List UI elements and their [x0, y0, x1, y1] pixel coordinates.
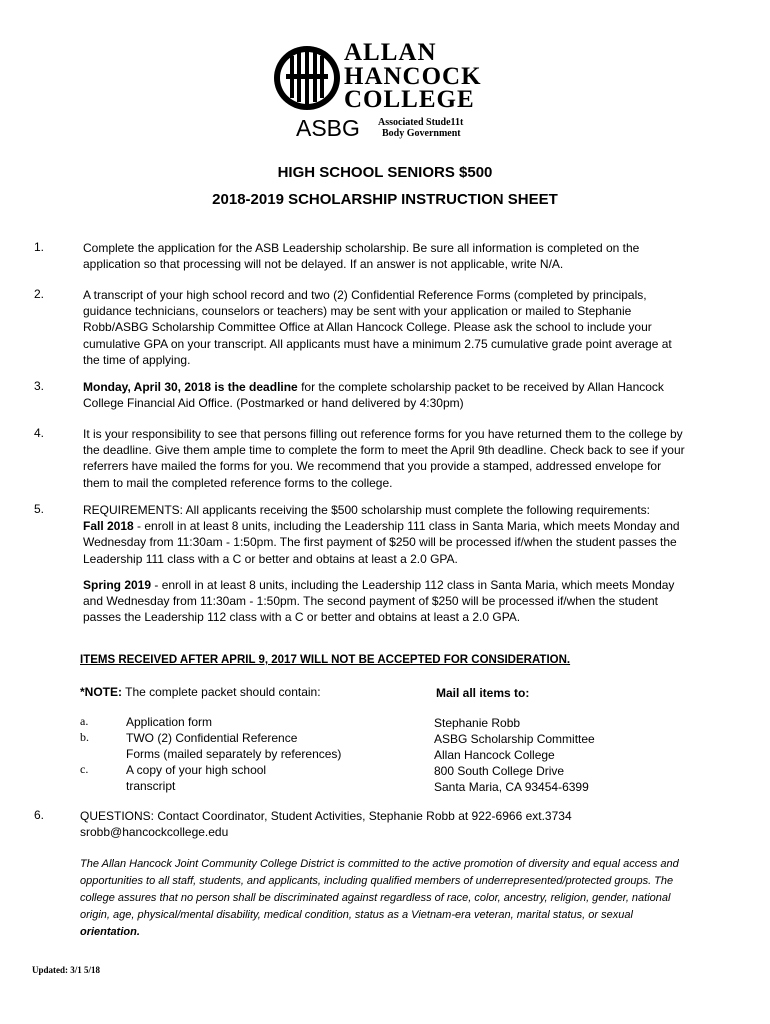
instruction-line — [83, 518, 715, 534]
deadline-text: Monday, April 30, 2018 is the deadline — [83, 380, 298, 394]
instruction-number: 1. — [34, 240, 45, 254]
list-item: A copy of your high school — [126, 763, 267, 777]
disclaimer — [80, 856, 710, 941]
list-letter: c. — [80, 762, 89, 776]
instruction-text: for the complete scholarship packet to be received by Allan Hancock — [297, 380, 664, 394]
instruction-line: Complete the application for the ASB Leadership scholarship. Be sure all information is completed on the — [83, 241, 640, 255]
instruction-line: Leadership 111 class with a C or better and obtains at least a 2.0 GPA. — [83, 551, 458, 566]
disclaimer-line — [80, 924, 710, 941]
instruction-3 — [83, 379, 715, 411]
list-item: TWO (2) Confidential Reference — [126, 731, 298, 745]
instruction-line: application so that processing will not be delayed. If an answer is not applicable, write N/A. — [83, 257, 564, 272]
instruction-line: the time of applying. — [83, 352, 191, 367]
address-line: Santa Maria, CA 93454-6399 — [434, 780, 589, 794]
instruction-5 — [83, 502, 715, 567]
address-line: ASBG Scholarship Committee — [434, 732, 595, 746]
asbg-label: ASBG — [296, 115, 360, 141]
list-item-cont: transcript — [126, 779, 176, 793]
items-warning: ITEMS RECEIVED AFTER APRIL 9, 2017 WILL NOT BE ACCEPTED FOR CONSIDERATION. — [80, 654, 571, 666]
instruction-number: 6. — [34, 808, 45, 822]
instruction-4 — [83, 426, 715, 491]
address-line: 800 South College Drive — [434, 764, 565, 778]
instruction-line: Wednesday from 11:30am - 1:50pm. The first payment of $250 will be processed if/when the student passes the — [83, 535, 677, 550]
instruction-line: A transcript of your high school record and two (2) Confidential Reference Forms (completed by principals, — [83, 288, 647, 302]
note-text: The complete packet should contain: — [122, 685, 321, 699]
list-letter: a. — [80, 714, 89, 728]
disclaimer-line: origin, age, physical/mental disability, medical condition, status as a Vietnam-era veteran, marital status, or sexual — [80, 909, 633, 921]
instruction-line — [83, 577, 715, 593]
questions — [80, 808, 712, 840]
instruction-text: - enroll in at least 8 units, including the Leadership 112 class in Santa Maria, which meets Monday — [151, 578, 675, 592]
instruction-line: Robb/ASBG Scholarship Committee Office at Allan Hancock College. Please ask the school to include your — [83, 320, 652, 335]
instruction-2 — [83, 287, 715, 368]
updated-date: Updated: 3/1 5/18 — [32, 965, 101, 975]
instruction-line: guidance technicians, counselors or teachers) may be sent with your application or mailed to Stephanie — [83, 304, 632, 319]
logo-text-allan: ALLAN — [344, 39, 437, 66]
instruction-line — [83, 379, 715, 395]
college-emblem-icon — [272, 44, 342, 112]
fall-label: Fall 2018 — [83, 519, 134, 534]
instruction-1 — [83, 240, 715, 272]
note-line — [80, 685, 321, 699]
logo-text-college: COLLEGE — [344, 86, 475, 113]
instruction-line: passes the Leadership 112 class with a C or better and obtains at least a 2.0 GPA. — [83, 610, 521, 625]
logo-text-hancock: HANCOCK — [344, 63, 482, 90]
address-line: Allan Hancock College — [434, 748, 555, 762]
instruction-number: 4. — [34, 426, 45, 440]
page-subtitle: 2018-2019 SCHOLARSHIP INSTRUCTION SHEET — [212, 191, 558, 208]
instruction-line: them to mail the completed reference forms to the college. — [83, 475, 393, 490]
instruction-line: cumulative GPA on your transcript. All applicants must have a minimum 2.75 cumulative grade point average at — [83, 336, 672, 351]
contact-email: srobb@hancockcollege.edu — [80, 825, 229, 840]
disclaimer-line: opportunities to all staff, students, and applicants, including qualified members of underrepresented/protected groups. The — [80, 875, 674, 887]
disclaimer-last: orientation. — [80, 926, 140, 938]
spring-label: Spring 2019 — [83, 578, 152, 592]
asbg-subtitle-2: Body Government — [382, 128, 461, 139]
instruction-line: referrers have mailed the forms for you. We recommend that you provide a stamped, addressed envelope for — [83, 459, 662, 474]
instruction-number: 2. — [34, 287, 45, 301]
instruction-number: 3. — [34, 379, 45, 393]
instruction-5-spring — [83, 577, 715, 626]
list-item-cont: Forms (mailed separately by references) — [126, 747, 342, 761]
page-title: HIGH SCHOOL SENIORS $500 — [277, 164, 493, 181]
instruction-line: College Financial Aid Office. (Postmarked or hand delivered by 4:30pm) — [83, 396, 464, 411]
instruction-number: 5. — [34, 502, 45, 516]
instruction-line: and Wednesday from 11:30am - 1:50pm. The second payment of $250 will be processed if/when the student — [83, 594, 659, 609]
instruction-line: It is your responsibility to see that persons filling out reference forms for you have returned them to the college by — [83, 427, 683, 441]
instruction-text: - enroll in at least 8 units, including the Leadership 111 class in Santa Maria, which meets Monday and — [133, 519, 680, 534]
address-line: Stephanie Robb — [434, 716, 521, 730]
disclaimer-line: The Allan Hancock Joint Community College District is committed to the active promotion of diversity and equal access and — [80, 858, 679, 870]
instruction-line: the deadline. Give them ample time to complete the form to meet the April 9th deadline. Check back to see if your — [83, 443, 685, 458]
asbg-subtitle-1: Associated Stude11t — [378, 117, 464, 128]
instruction-line: REQUIREMENTS: All applicants receiving the $500 scholarship must complete the following requirements: — [83, 503, 650, 517]
disclaimer-line: college assures that no person shall be discriminated against regardless of race, color, ancestry, religion, gender, national — [80, 892, 671, 904]
list-letter: b. — [80, 730, 89, 744]
questions-line: QUESTIONS: Contact Coordinator, Student Activities, Stephanie Robb at 922-6966 ext.3734 — [80, 809, 572, 823]
note-label: *NOTE: — [80, 685, 122, 699]
list-item: Application form — [126, 715, 213, 729]
mail-heading: Mail all items to: — [436, 686, 530, 700]
